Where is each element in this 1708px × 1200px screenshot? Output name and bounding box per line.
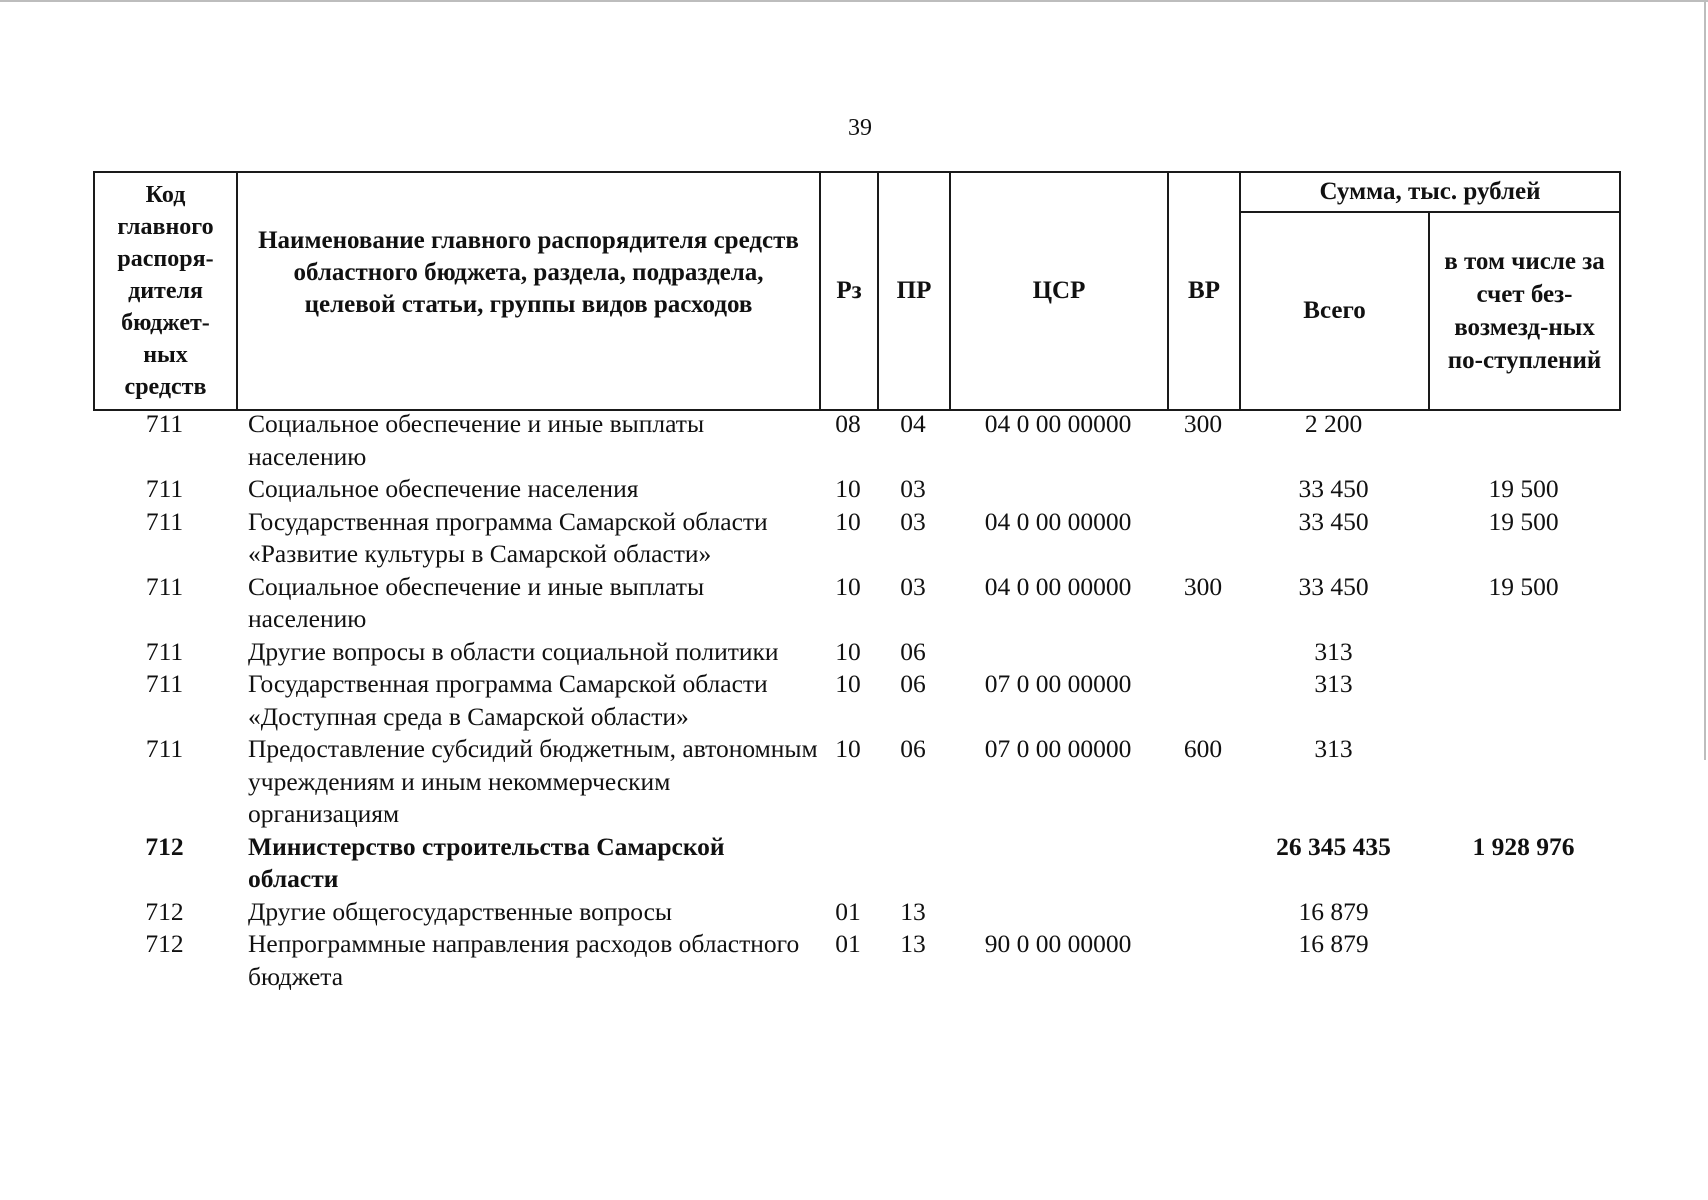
cell-name: Государственная программа Самарской области «Доступная среда в Самарской области» xyxy=(248,669,768,731)
cell-vr: 300 xyxy=(1183,571,1223,601)
edge-line-right xyxy=(1704,0,1706,760)
cell-pr: 06 xyxy=(900,734,926,763)
header-sum: Сумма, тыс. рублей xyxy=(1240,172,1620,212)
cell-code: 711 xyxy=(145,571,184,601)
cell-csr: 07 0 00 00000 xyxy=(984,734,1132,763)
cell-rz: 10 xyxy=(835,571,861,601)
cell-rz: 01 xyxy=(835,929,861,958)
cell-pr: 13 xyxy=(900,929,926,958)
cell-name: Непрограммные направления расходов областного бюджета xyxy=(248,929,800,991)
cell-rz: 08 xyxy=(835,409,861,438)
cell-code: 711 xyxy=(145,669,184,698)
header-name: Наименование главного распорядителя средств областного бюджета, раздела, подраздела, целевой статьи, группы видов расходов xyxy=(237,172,820,410)
cell-name: Государственная программа Самарской области «Развитие культуры в Самарской области» xyxy=(248,506,768,568)
cell-rz: 10 xyxy=(835,506,861,536)
cell-total: 33 450 xyxy=(1298,571,1369,601)
cell-total: 2 200 xyxy=(1304,409,1363,438)
table-row xyxy=(93,408,1619,473)
cell-vr: 600 xyxy=(1183,734,1223,763)
cell-pr: 04 xyxy=(900,409,926,438)
table-row xyxy=(93,668,1619,733)
cell-name: Предоставление субсидий бюджетным, автономным учреждениям и иным некоммерческим организациям xyxy=(248,734,818,828)
cell-rz: 10 xyxy=(835,669,861,698)
table-row xyxy=(93,506,1619,571)
cell-including: 19 500 xyxy=(1488,506,1559,536)
table-row xyxy=(93,473,1619,506)
table-row xyxy=(93,831,1619,896)
cell-csr: 04 0 00 00000 xyxy=(984,571,1132,601)
header-csr: ЦСР xyxy=(950,172,1168,410)
table-row xyxy=(93,928,1619,993)
cell-including: 1 928 976 xyxy=(1472,831,1575,861)
page-number: 39 xyxy=(848,115,872,141)
cell-total: 33 450 xyxy=(1298,474,1369,503)
cell-rz: 10 xyxy=(835,636,861,666)
cell-code: 711 xyxy=(145,474,184,503)
cell-pr: 13 xyxy=(900,896,926,926)
header-rz: Рз xyxy=(820,172,878,410)
cell-name: Министерство строительства Самарской области xyxy=(248,831,725,893)
table-row xyxy=(93,571,1619,636)
cell-total: 16 879 xyxy=(1298,929,1369,958)
cell-including: 19 500 xyxy=(1488,571,1559,601)
header-including: в том числе за счет без-возмезд-ных по-ступлений xyxy=(1429,212,1620,410)
header-code: Код главного распоря- дителя бюджет- ных средств xyxy=(94,172,237,410)
cell-name: Другие общегосударственные вопросы xyxy=(248,896,673,926)
cell-total: 26 345 435 xyxy=(1276,831,1391,861)
cell-vr: 300 xyxy=(1183,409,1223,438)
cell-pr: 03 xyxy=(900,506,926,536)
cell-csr: 90 0 00 00000 xyxy=(984,929,1132,958)
cell-total: 33 450 xyxy=(1298,506,1369,536)
cell-name: Другие вопросы в области социальной политики xyxy=(248,636,779,666)
cell-total: 313 xyxy=(1314,734,1353,763)
header-total: Всего xyxy=(1240,212,1429,410)
cell-code: 711 xyxy=(145,636,184,666)
cell-code: 711 xyxy=(145,506,184,536)
cell-code: 712 xyxy=(145,929,184,958)
cell-total: 313 xyxy=(1314,669,1353,698)
cell-total: 16 879 xyxy=(1298,896,1369,926)
header-pr: ПР xyxy=(878,172,950,410)
table-body xyxy=(93,408,1619,993)
cell-name: Социальное обеспечение и иные выплаты населению xyxy=(248,571,705,633)
header-vr: ВР xyxy=(1168,172,1240,410)
cell-code: 712 xyxy=(145,831,184,861)
cell-pr: 06 xyxy=(900,636,926,666)
cell-code: 711 xyxy=(145,734,184,763)
table-row xyxy=(93,636,1619,669)
table-row xyxy=(93,733,1619,831)
cell-csr: 04 0 00 00000 xyxy=(984,506,1132,536)
table-header xyxy=(93,171,1621,411)
cell-code: 712 xyxy=(145,896,184,926)
cell-rz: 01 xyxy=(835,896,861,926)
cell-including: 19 500 xyxy=(1488,474,1559,503)
cell-total: 313 xyxy=(1314,636,1353,666)
cell-csr: 07 0 00 00000 xyxy=(984,669,1132,698)
cell-rz: 10 xyxy=(835,734,861,763)
cell-name: Социальное обеспечение населения xyxy=(248,474,639,503)
cell-pr: 03 xyxy=(900,474,926,503)
cell-pr: 03 xyxy=(900,571,926,601)
cell-rz: 10 xyxy=(835,474,861,503)
edge-line-top xyxy=(0,0,1708,2)
cell-pr: 06 xyxy=(900,669,926,698)
cell-code: 711 xyxy=(145,409,184,438)
table-row xyxy=(93,896,1619,929)
cell-csr: 04 0 00 00000 xyxy=(984,409,1132,438)
cell-name: Социальное обеспечение и иные выплаты населению xyxy=(248,409,705,471)
